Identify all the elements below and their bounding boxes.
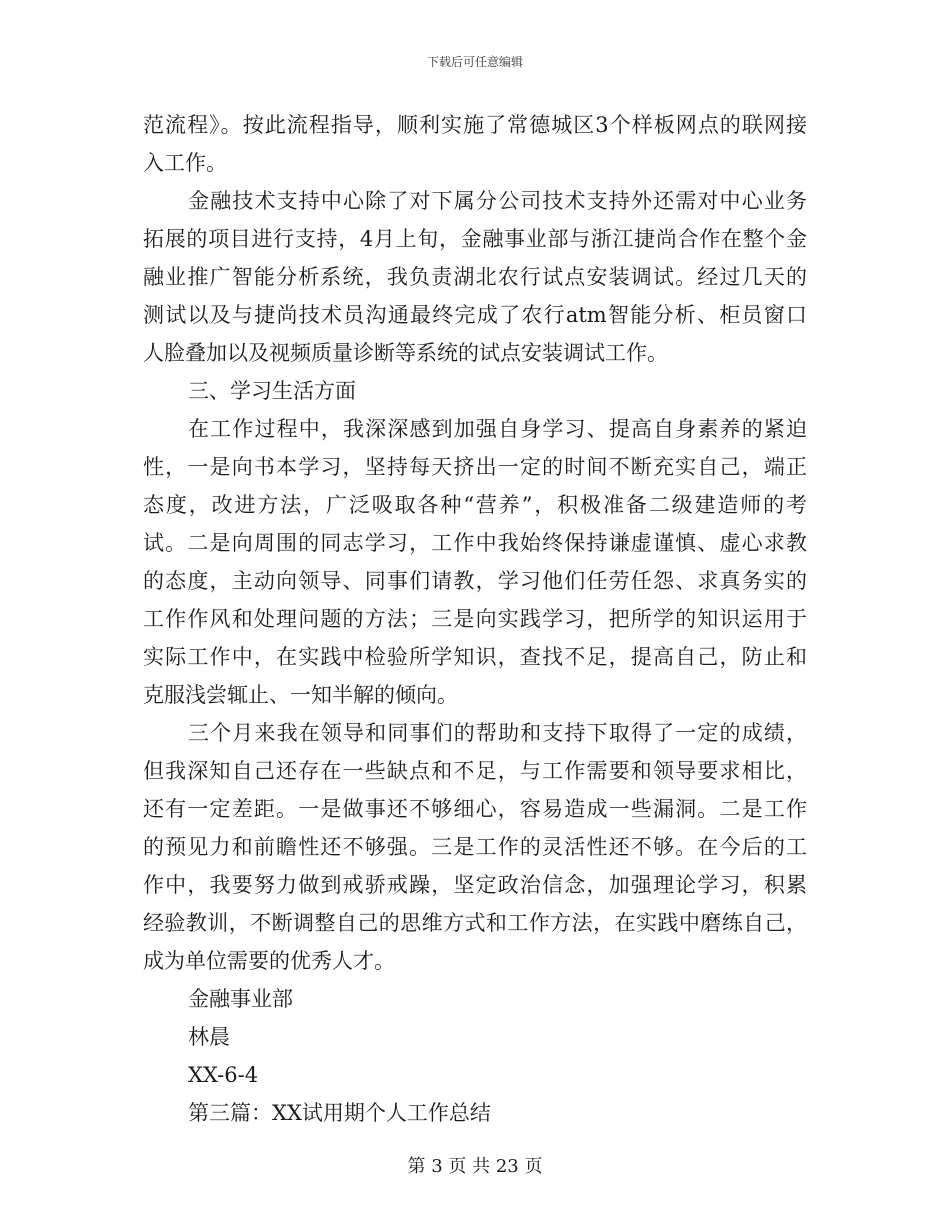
text-line: 成为单位需要的优秀人才。 — [143, 949, 395, 973]
text-line: 工作作风和处理问题的方法；三是向实践学习，把所学的知识运用于 — [143, 607, 807, 631]
signature-name: 林晨 — [188, 1025, 230, 1049]
text-line: 试。二是向周围的同志学习，工作中我始终保持谦虚谨慎、虚心求教 — [143, 531, 807, 555]
text-line: 经验教训，不断调整自己的思维方式和工作方法，在实践中磨练自己， — [143, 911, 807, 935]
text-line: 态度，改进方法，广泛吸取各种“营养”，积极准备二级建造师的考 — [143, 493, 807, 517]
text-line: 人脸叠加以及视频质量诊断等系统的试点安装调试工作。 — [143, 341, 668, 365]
text-line: 克服浅尝辄止、一知半解的倾向。 — [143, 683, 458, 707]
text-line: 作中，我要努力做到戒骄戒躁，坚定政治信念，加强理论学习，积累 — [143, 873, 807, 897]
signature-date: XX-6-4 — [188, 1063, 259, 1087]
paragraph-start-line: 金融技术支持中心除了对下属分公司技术支持外还需对中心业务 — [188, 189, 807, 213]
text-line: 拓展的项目进行支持，4月上旬，金融事业部与浙江捷尚合作在整个金 — [143, 227, 807, 251]
text-line: 的态度，主动向领导、同事们请教，学习他们任劳任怨、求真务实的 — [143, 569, 807, 593]
text-line: 范流程》。按此流程指导，顺利实施了常德城区3个样板网点的联网接 — [143, 113, 807, 137]
signature-department: 金融事业部 — [188, 987, 293, 1011]
text-line: 测试以及与捷尚技术员沟通最终完成了农行atm智能分析、柜员窗口 — [143, 303, 807, 327]
text-line: 性，一是向书本学习，坚持每天挤出一定的时间不断充实自己，端正 — [143, 455, 807, 479]
page-footer-number: 第 3 页 共 23 页 — [407, 1156, 543, 1177]
paragraph-start-line: 在工作过程中，我深深感到加强自身学习、提高自身素养的紧迫 — [188, 417, 807, 441]
text-line: 的预见力和前瞻性还不够强。三是工作的灵活性还不够。在今后的工 — [143, 835, 807, 859]
section-heading: 三、学习生活方面 — [188, 379, 356, 403]
text-line: 还有一定差距。一是做事还不够细心，容易造成一些漏洞。二是工作 — [143, 797, 807, 821]
text-line: 实际工作中，在实践中检验所学知识，查找不足，提高自己，防止和 — [143, 645, 807, 669]
text-line: 但我深知自己还存在一些缺点和不足，与工作需要和领导要求相比， — [143, 759, 807, 783]
text-line: 入工作。 — [143, 151, 227, 175]
page-header-note: 下载后可任意编辑 — [426, 55, 523, 69]
document-body — [143, 106, 807, 1132]
text-line: 融业推广智能分析系统，我负责湖北农行试点安装调试。经过几天的 — [143, 265, 807, 289]
paragraph-start-line: 三个月来我在领导和同事们的帮助和支持下取得了一定的成绩， — [188, 721, 807, 745]
next-chapter-title: 第三篇：XX试用期个人工作总结 — [188, 1101, 491, 1125]
